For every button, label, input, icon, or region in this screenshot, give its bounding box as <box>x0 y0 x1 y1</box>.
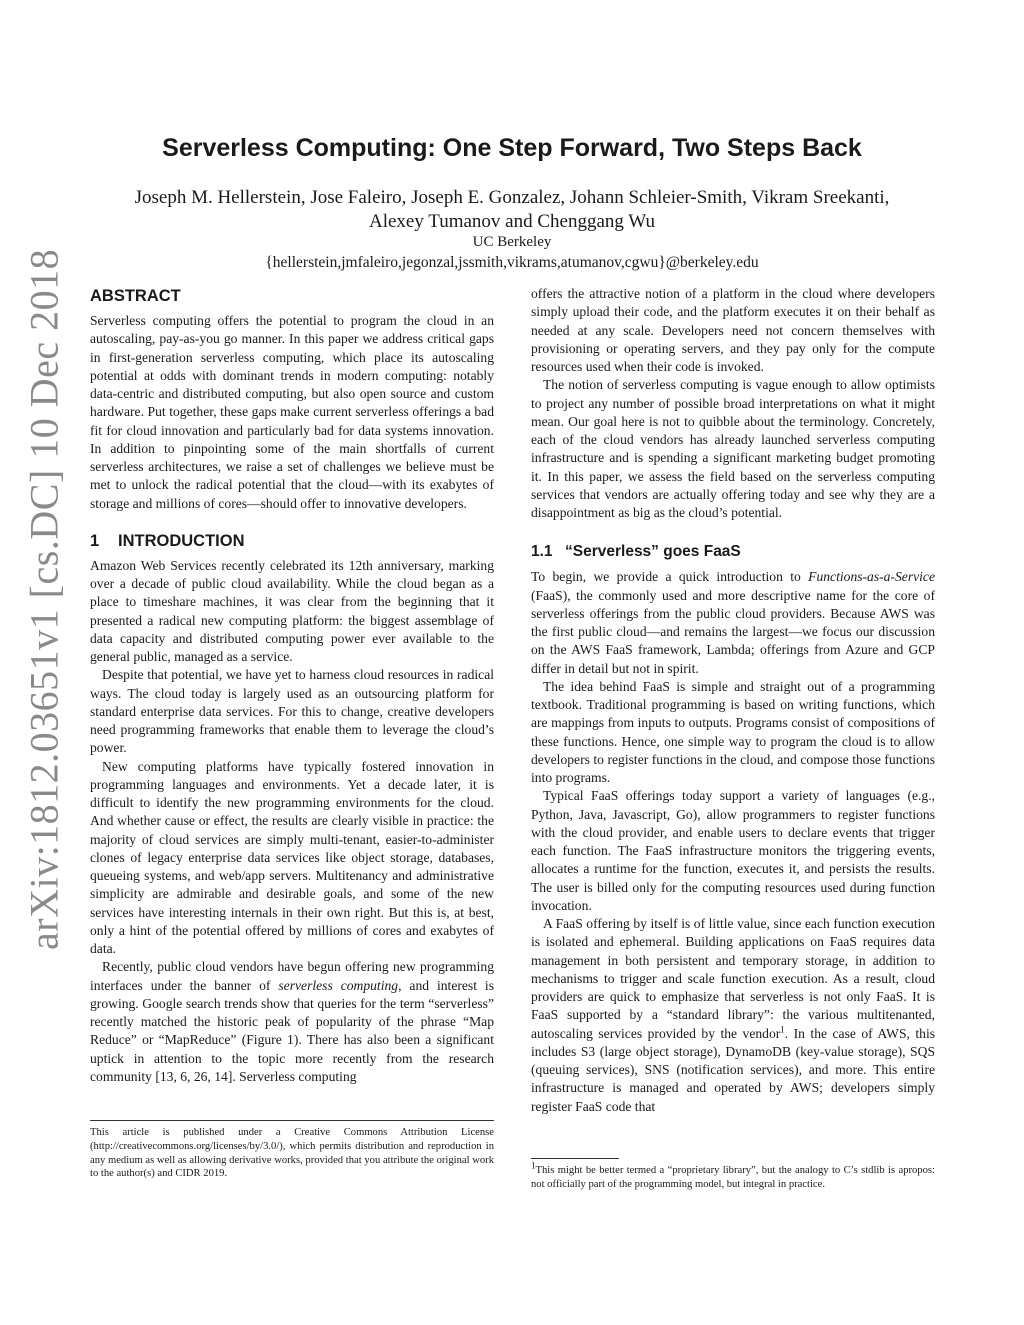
license-footnote <box>90 1112 494 1181</box>
author-emails: {hellerstein,jmfaleiro,jegonzal,jssmith,vikrams,atumanov,cgwu}@berkeley.edu <box>265 254 759 271</box>
license-footnote-text: This article is published under a Creative Commons Attribution License (http://creativecommons.org/licenses/by/3.0/), which permits distribution and reproduction in any medium as well as allowing derivative works, provided that you attribute the original work to the author(s) and CIDR 2019. <box>90 1127 494 1180</box>
footnote-divider <box>531 1158 619 1159</box>
subsection-title: “Serverless” goes FaaS <box>565 543 741 561</box>
arxiv-stamp <box>16 248 72 950</box>
faas-paragraph-1: To begin, we provide a quick introduction to Functions-as-a-Service (FaaS), the commonly used and more descriptive name for the core of serverless offerings from the public cloud providers. Because AWS was the first public cloud—and remains the largest—we focus our discussion on the AWS FaaS framework, Lambda; offerings from Azure and GCP differ in detail but not in spirit. <box>531 569 935 676</box>
authors-line-2: Alexey Tumanov and Chenggang Wu <box>369 211 655 232</box>
intro-paragraph-3: New computing platforms have typically fostered innovation in programming languages and environments. Yet a decade later, it is difficult to identify the new programming environments for the cloud. And whether cause or effect, the results are clearly visible in practice: the majority of cloud services are simply multi-tenant, easier-to-administer clones of legacy enterprise data services like object storage, databases, queueing systems, and web/app servers. Multitenancy and administrative simplicity are admirable and desirable goals, and some of the new services have interesting internals in their own right. But this is, at best, only a hint of the potential offered by millions of cores and exabytes of data. <box>90 758 494 956</box>
emphasis-functions-as-a-service: Functions-as-a-Service <box>808 569 935 585</box>
right-column <box>531 285 935 1116</box>
authors-line-1: Joseph M. Hellerstein, Jose Faleiro, Joseph E. Gonzalez, Johann Schleier-Smith, Vikram Sreekanti, <box>134 187 890 208</box>
abstract-heading: ABSTRACT <box>90 287 181 305</box>
intro-paragraph-6: The notion of serverless computing is vague enough to allow optimists to project any number of possible broad interpretations on what it might mean. Our goal here is not to quibble about the terminology. Concretely, each of the cloud vendors has already launched serverless computing infrastructure and is spending a significant marketing budget promoting it. In this paper, we assess the field based on the serverless computing services that vendors are actually offering today and see why they are a disappointment as big as the cloud’s potential. <box>531 377 935 520</box>
faas-paragraph-2: The idea behind FaaS is simple and straight out of a programming textbook. Traditional programming is based on writing functions, which are mappings from inputs to outputs. Programs consist of compositions of these functions. Hence, one simple way to program the cloud is to allow developers to register functions in the cloud, and compose those functions into programs. <box>531 678 935 785</box>
section-heading-introduction <box>90 530 494 552</box>
subsection-heading-faas <box>531 541 935 563</box>
footnote-number: 1 <box>531 1160 536 1171</box>
footnote-divider <box>90 1120 494 1121</box>
arxiv-stamp-text: arXiv:1812.03651v1 [cs.DC] 10 Dec 2018 <box>21 248 67 950</box>
footnote-1 <box>531 1148 935 1192</box>
footnote-1-text: $^1$This might be better termed a “proprietary library”, but the analogy to C’s stdlib is apropos: not officially part of the programming model, but integral in practice. <box>531 1160 935 1190</box>
intro-paragraph-2: Despite that potential, we have yet to harness cloud resources in radical ways. The cloud today is largely used as an outsourcing platform for standard enterprise data services. For this to change, creative developers need programming frameworks that enable them to leverage the cloud’s power. <box>90 667 494 756</box>
author-list <box>90 186 934 234</box>
left-column <box>90 285 494 1086</box>
abstract-text: Serverless computing offers the potential to program the cloud in an autoscaling, pay-as-you go manner. In this paper we address critical gaps in first-generation serverless computing, which place its autoscaling potential at odds with dominant trends in modern computing: notably data-centric and distributed computing, but also open source and custom hardware. Put together, these gaps make current serverless offerings a bad fit for cloud innovation and particularly bad for data systems innovation. In addition to pinpointing some of the main shortfalls of current serverless architectures, we raise a set of challenges we believe must be met to unlock the radical potential that the cloud—with its exabytes of storage and millions of cores—should offer to innovative developers. <box>90 313 494 511</box>
intro-paragraph-4: Recently, public cloud vendors have begun offering new programming interfaces under the banner of serverless computing, and interest is growing. Google search trends show that queries for the term “serverless” recently matched the historic peak of popularity of the phrase “Map Reduce” or “MapReduce” (Figure 1). There has also been a significant uptick in attention to the topic more recently from the research community [13, 6, 26, 14]. Serverless computing <box>90 959 494 1084</box>
intro-paragraph-1: Amazon Web Services recently celebrated its 12th anniversary, marking over a decade of public cloud availability. While the cloud began as a place to timeshare machines, it was clear from the beginning that it presented a radical new computing platform: the biggest assemblage of data capacity and distributed computing power ever available to the general public, managed as a service. <box>90 557 494 664</box>
intro-paragraph-5: offers the attractive notion of a platform in the cloud where developers simply upload their code, and the platform executes it on their behalf as needed at any scale. Developers need not concern themselves with provisioning or operating servers, and they pay only for the compute resources used when their code is invoked. <box>531 286 935 374</box>
section-title: INTRODUCTION <box>118 531 245 550</box>
subsection-number: 1.1 <box>531 543 553 561</box>
faas-paragraph-3: Typical FaaS offerings today support a variety of languages (e.g., Python, Java, Javascript, Go), allow programmers to register functions with the cloud provider, and enable users to declare events that trigger each function. The FaaS infrastructure monitors the triggering events, allocates a runtime for the function, executes it, and persists the results. The user is billed only for the computing resources used during function invocation. <box>531 788 935 913</box>
affiliation: UC Berkeley <box>472 234 552 250</box>
faas-paragraph-4: A FaaS offering by itself is of little value, since each function execution is isolated and ephemeral. Building applications on FaaS requires data management in both persistent and temporary storage, in addition to mechanisms to trigger and scale function execution. As a result, cloud providers are quick to emphasize that serverless is not only FaaS. It is FaaS supported by a “standard library”: the various multitenanted, autoscaling services provided by the vendor$^1$. In the case of AWS, this includes S3 (large object storage), DynamoDB (key-value storage), SQS (queuing services), SNS (notification services), and more. This entire infrastructure is managed and operated by AWS; developers simply register FaaS code that <box>531 916 936 1114</box>
paper-title: Serverless Computing: One Step Forward, Two Steps Back <box>162 134 862 162</box>
emphasis-serverless-computing: serverless computing <box>278 977 399 993</box>
section-number: 1 <box>90 531 100 550</box>
footnote-marker[interactable]: 1 <box>780 1023 785 1034</box>
